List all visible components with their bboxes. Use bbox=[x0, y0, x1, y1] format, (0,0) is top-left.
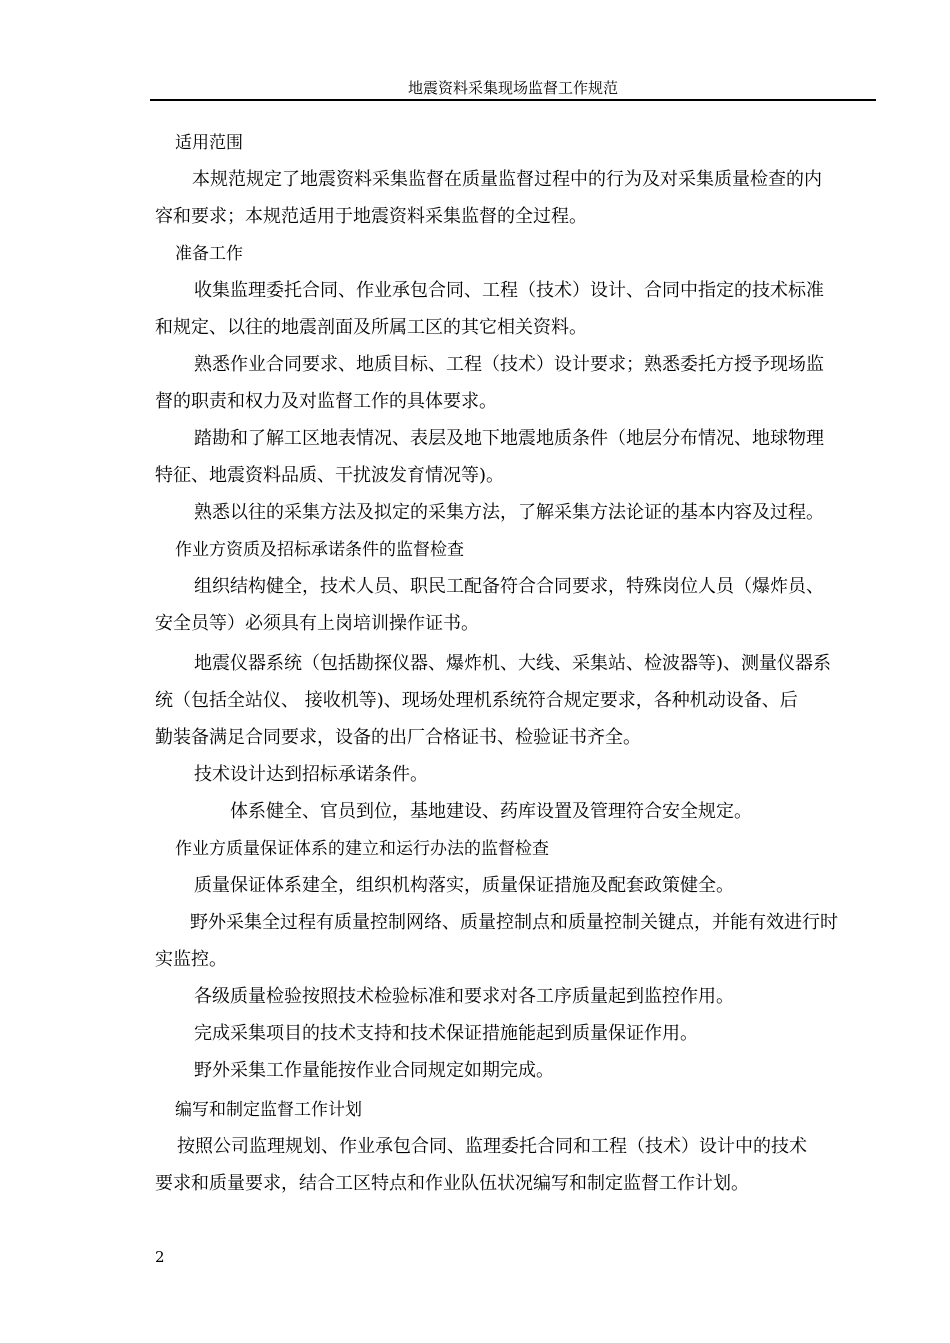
paragraph-line: 熟悉作业合同要求、地质目标、工程（技术）设计要求；熟悉委托方授予现场监 bbox=[194, 354, 824, 375]
section-heading: 作业方资质及招标承诺条件的监督检查 bbox=[175, 540, 464, 560]
paragraph-line: 实监控。 bbox=[155, 949, 227, 970]
section-heading: 编写和制定监督工作计划 bbox=[175, 1100, 362, 1120]
paragraph-line: 各级质量检验按照技术检验标准和要求对各工序质量起到监控作用。 bbox=[194, 986, 734, 1007]
paragraph-line: 体系健全、官员到位，基地建设、药库设置及管理符合安全规定。 bbox=[230, 801, 752, 822]
paragraph-line: 技术设计达到招标承诺条件。 bbox=[194, 764, 428, 785]
paragraph-line: 质量保证体系建全，组织机构落实，质量保证措施及配套政策健全。 bbox=[194, 875, 734, 896]
paragraph-line: 统（包括全站仪、 接收机等)、现场处理机系统符合规定要求，各种机动设备、后 bbox=[155, 690, 798, 711]
paragraph-line: 完成采集项目的技术支持和技术保证措施能起到质量保证作用。 bbox=[194, 1023, 698, 1044]
paragraph-line: 本规范规定了地震资料采集监督在质量监督过程中的行为及对采集质量检查的内 bbox=[192, 169, 822, 190]
paragraph-line: 容和要求；本规范适用于地震资料采集监督的全过程。 bbox=[155, 206, 587, 227]
page-number: 2 bbox=[155, 1248, 165, 1266]
paragraph-line: 要求和质量要求，结合工区特点和作业队伍状况编写和制定监督工作计划。 bbox=[155, 1173, 749, 1194]
paragraph-line: 地震仪器系统（包括勘探仪器、爆炸机、大线、采集站、检波器等)、测量仪器系 bbox=[194, 653, 832, 674]
paragraph-line: 和规定、以往的地震剖面及所属工区的其它相关资料。 bbox=[155, 317, 587, 338]
section-heading: 适用范围 bbox=[175, 133, 243, 153]
paragraph-line: 收集监理委托合同、作业承包合同、工程（技术）设计、合同中指定的技术标准 bbox=[194, 280, 824, 301]
paragraph-line: 安全员等）必须具有上岗培训操作证书。 bbox=[155, 613, 479, 634]
paragraph-line: 熟悉以往的采集方法及拟定的采集方法，了解采集方法论证的基本内容及过程。 bbox=[194, 502, 824, 523]
paragraph-line: 组织结构健全，技术人员、职民工配备符合合同要求，特殊岗位人员（爆炸员、 bbox=[194, 576, 824, 597]
paragraph-line: 野外采集工作量能按作业合同规定如期完成。 bbox=[194, 1060, 554, 1081]
header-rule bbox=[150, 99, 876, 101]
running-header: 地震资料采集现场监督工作规范 bbox=[407, 79, 618, 97]
section-heading: 作业方质量保证体系的建立和运行办法的监督检查 bbox=[175, 839, 549, 859]
paragraph-line: 野外采集全过程有质量控制网络、质量控制点和质量控制关键点，并能有效进行时 bbox=[190, 912, 838, 933]
paragraph-line: 勤装备满足合同要求，设备的出厂合格证书、检验证书齐全。 bbox=[155, 727, 641, 748]
paragraph-line: 按照公司监理规划、作业承包合同、监理委托合同和工程（技术）设计中的技术 bbox=[177, 1136, 807, 1157]
paragraph-line: 督的职责和权力及对监督工作的具体要求。 bbox=[155, 391, 497, 412]
paragraph-line: 踏勘和了解工区地表情况、表层及地下地震地质条件（地层分布情况、地球物理 bbox=[194, 428, 824, 449]
paragraph-line: 特征、地震资料品质、干扰波发育情况等)。 bbox=[155, 465, 505, 486]
section-heading: 准备工作 bbox=[175, 244, 243, 264]
